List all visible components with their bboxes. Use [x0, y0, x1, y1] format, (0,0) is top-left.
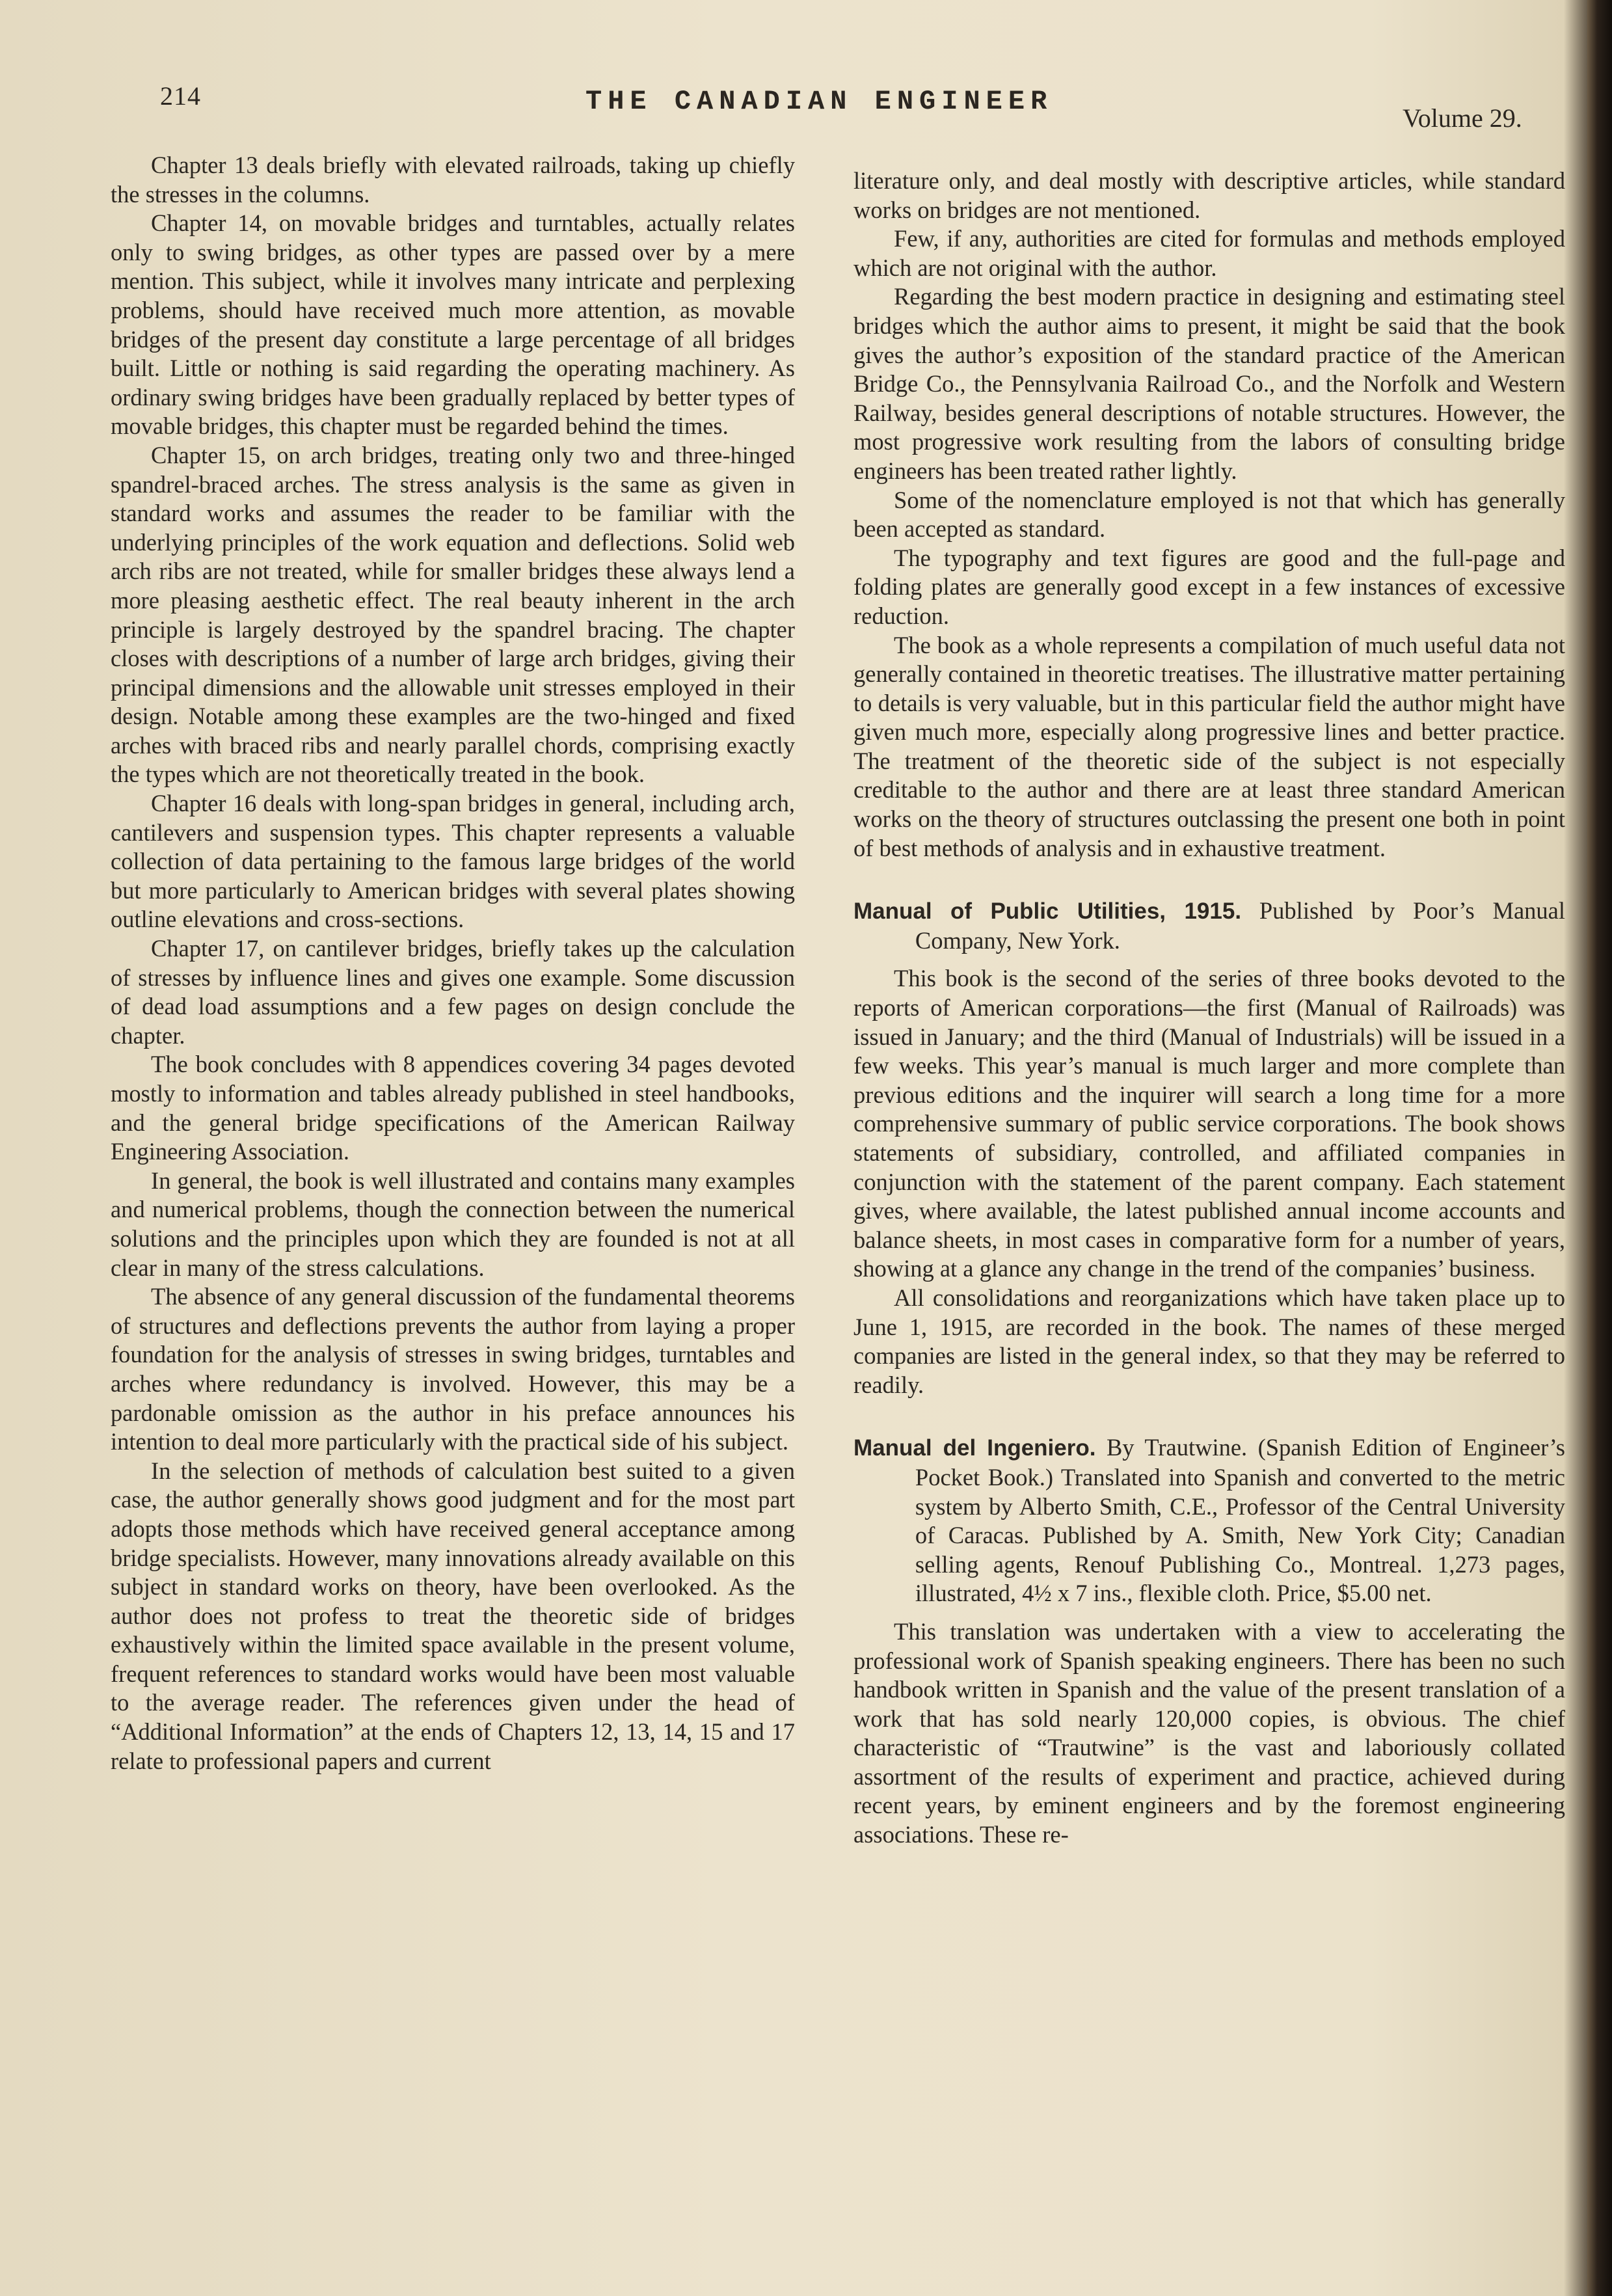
review-title: Manual of Public Utilities, 1915.	[853, 898, 1242, 925]
page-number: 214	[160, 81, 201, 111]
paragraph: Regarding the best modern practice in designing and estimating steel bridges which the author aims to present, it might be said that the book gives the author’s exposition of the standard practice of the American Bridge Co., the Pennsylvania Railroad Co., and the Norfolk and Western Railway, besides general descriptions of notable structures. However, the most progressive work resulting from the labors of consulting bridge engineers has been treated rather lightly.	[853, 283, 1565, 484]
review-heading	[853, 1433, 1565, 1608]
paragraph: Some of the nomenclature employed is not that which has generally been accepted as standard.	[853, 486, 1565, 543]
page-header	[0, 77, 1612, 133]
paragraph: This translation was undertaken with a view to accelerating the professional work of Spanish speaking engineers. There has been no such handbook written in Spanish and the value of the present translation of a work that has sold nearly 120,000 copies, is obvious. The chief characteristic of “Trautwine” is the vast and laboriously collated assortment of the results of experiment and practice, achieved during recent years, by eminent engineers and by the foremost engineering associations. These re-	[853, 1617, 1565, 1848]
volume-label: Volume 29.	[1403, 103, 1522, 133]
paragraph: In the selection of methods of calculation best suited to a given case, the author generally shows good judgment and for the most part adopts those methods which have received general acceptance among bridge specialists. However, many innovations already available on this subject in standard works on theory, have been overlooked. As the author does not profess to treat the theoretic side of bridges exhaustively within the limited space available in the present volume, frequent references to standard works would have been most valuable to the average reader. The references given under the head of “Additional Information” at the ends of Chapters 12, 13, 14, 15 and 17 relate to professional papers and current	[111, 1457, 795, 1774]
running-title: THE CANADIAN ENGINEER	[585, 86, 1053, 117]
paragraph: Chapter 17, on cantilever bridges, briefly takes up the calculation of stresses by influence lines and gives one example. Some discussion of dead load assumptions and a few pages on design conclude the chapter.	[111, 935, 795, 1049]
paragraph: literature only, and deal mostly with descriptive articles, while standard works on bridges are not mentioned.	[853, 167, 1565, 223]
review-details: Published by Poor’s Manual Company, New York.	[915, 897, 1565, 954]
paragraph: The book as a whole represents a compilation of much useful data not generally contained in theoretic treatises. The illustrative matter pertaining to details is very valuable, but in this particular field the author might have given much more, especially along progressive lines and better practice. The treatment of the theoretic side of the subject is not especially creditable to the author and there are at least three standard American works on the theory of structures outclassing the present one both in point of best methods of analysis and in exhaustive treatment.	[853, 631, 1565, 861]
review-heading	[853, 897, 1565, 955]
paragraph: All consolidations and reorganizations which have taken place up to June 1, 1915, are recorded in the book. The names of these merged companies are listed in the general index, so that they may be referred to readily.	[853, 1284, 1565, 1398]
paragraph: Chapter 14, on movable bridges and turntables, actually relates only to swing bridges, as other types are passed over by a mere mention. This subject, while it involves many intricate and perplexing problems, should have received much more attention, as movable bridges of the present day constitute a large percentage of all bridges built. Little or nothing is said regarding the operating machinery. As ordinary swing bridges have been gradually replaced by better types of movable bridges, this chapter must be regarded behind the times.	[111, 209, 795, 440]
left-column	[111, 151, 795, 1776]
paragraph: Few, if any, authorities are cited for formulas and methods employed which are not original with the author.	[853, 225, 1565, 281]
paragraph: In general, the book is well illustrated and contains many examples and numerical problems, though the connection between the numerical solutions and the principles upon which they are founded is not at all clear in many of the stress calculations.	[111, 1167, 795, 1281]
review-title: Manual del Ingeniero.	[853, 1435, 1096, 1461]
right-column	[853, 167, 1565, 1850]
paragraph: Chapter 13 deals briefly with elevated railroads, taking up chiefly the stresses in the columns.	[111, 152, 795, 208]
paragraph: Chapter 15, on arch bridges, treating only two and three-hinged spandrel-braced arches. The stress analysis is the same as given in standard works and assumes the reader to be familiar with the underlying principles of the work equation and deflections. Solid web arch ribs are not treated, while for smaller bridges these always lend a more pleasing aesthetic effect. The real beauty inherent in the arch principle is largely destroyed by the spandrel bracing. The chapter closes with descriptions of a number of large arch bridges, giving their principal dimensions and the allowable unit stresses employed in their design. Notable among these examples are the two-hinged and fixed arches with braced ribs and nearly parallel chords, comprising exactly the types which are not theoretically treated in the book.	[111, 441, 795, 788]
review-manual-del-ingeniero	[853, 1433, 1565, 1849]
review-details: By Trautwine. (Spanish Edition of Engineer’s Pocket Book.) Translated into Spanish and converted to the metric system by Alberto Smith, C.E., Professor of the Central University of Caracas. Published by A. Smith, New York City; Canadian selling agents, Renouf Publishing Co., Montreal. 1,273 pages, illustrated, 4½ x 7 ins., flexible cloth. Price, $5.00 net.	[915, 1434, 1566, 1607]
book-spine-shadow	[1587, 0, 1612, 2296]
paragraph: The book concludes with 8 appendices covering 34 pages devoted mostly to information and tables already published in steel handbooks, and the general bridge specifications of the American Railway Engineering Association.	[111, 1051, 795, 1165]
paragraph: The typography and text figures are good and the full-page and folding plates are generally good except in a few instances of excessive reduction.	[853, 544, 1565, 629]
review-public-utilities	[853, 897, 1565, 1399]
paragraph: The absence of any general discussion of the fundamental theorems of structures and deflections prevents the author from laying a proper foundation for the analysis of stresses in swing bridges, turntables and arches where redundancy is involved. However, this may be a pardonable omission as the author in his preface announces his intention to deal more particularly with the practical side of his subject.	[111, 1283, 795, 1455]
paragraph: This book is the second of the series of three books devoted to the reports of American corporations—the first (Manual of Railroads) was issued in January; and the third (Manual of Industrials) will be issued in a few weeks. This year’s manual is much larger and more complete than previous editions and the inquirer will search a long time for a more comprehensive summary of public service corporations. The book shows statements of subsidiary, controlled, and affiliated companies in conjunction with the statement of the parent company. Each statement gives, where available, the latest published annual income accounts and balance sheets, in most cases in comparative form for a number of years, showing at a glance any change in the trend of the companies’ business.	[853, 965, 1565, 1282]
paragraph: Chapter 16 deals with long-span bridges in general, including arch, cantilevers and suspension types. This chapter represents a valuable collection of data pertaining to the famous large bridges of the world but more particularly to American bridges with several plates showing outline elevations and cross-sections.	[111, 790, 795, 933]
